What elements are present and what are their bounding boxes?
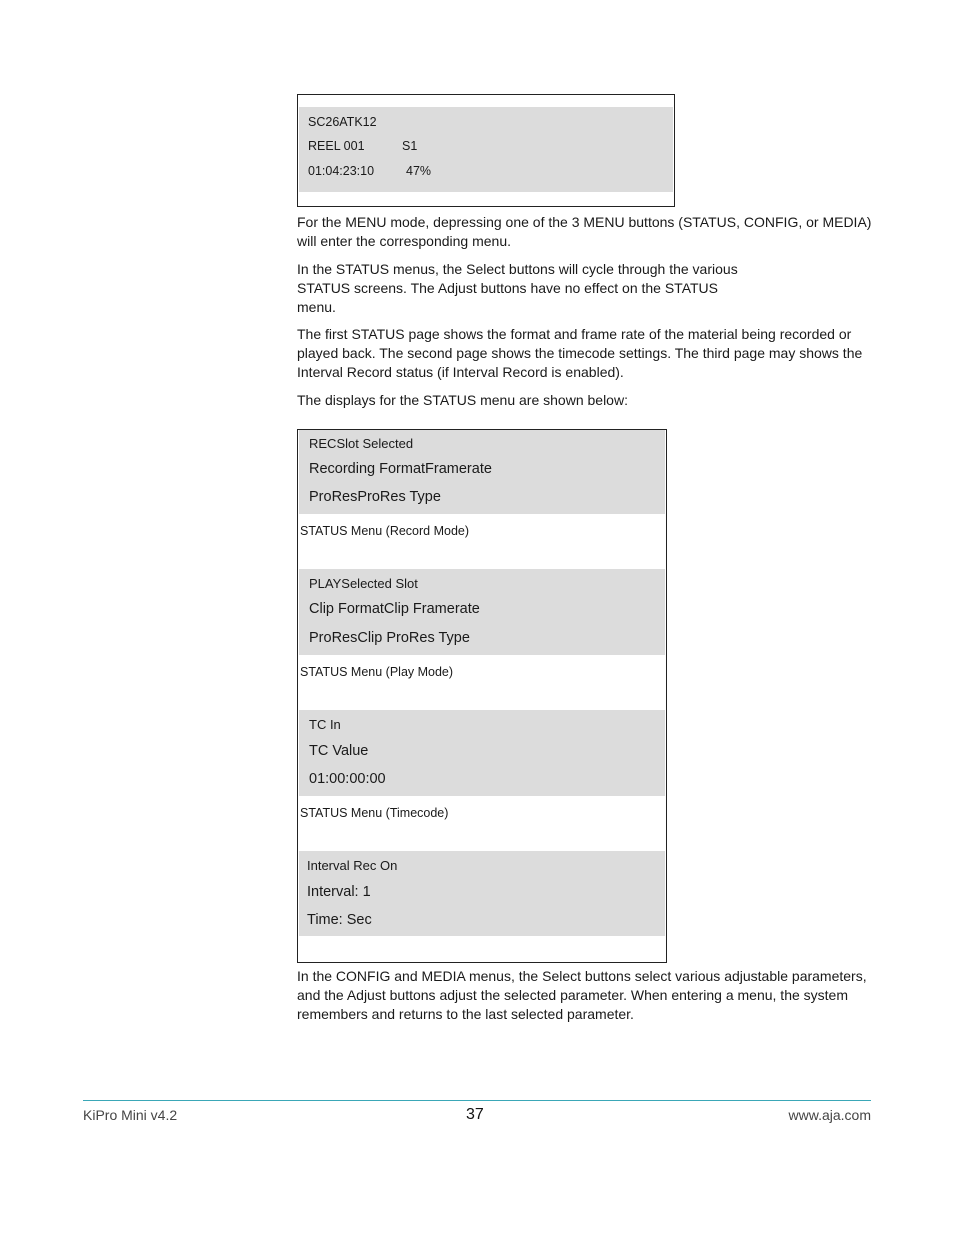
status-interval-line-2: Interval: 1 (307, 884, 371, 900)
caption-play-mode: STATUS Menu (Play Mode) (300, 665, 454, 679)
caption-record-mode: STATUS Menu (Record Mode) (300, 524, 470, 538)
footer-website-link[interactable]: www.aja.com (788, 1107, 871, 1123)
paragraph-status-menus (297, 260, 872, 317)
status-record-line-2: Recording FormatFramerate (309, 461, 492, 477)
paragraph-displays-intro: The displays for the STATUS menu are shown below: (297, 392, 628, 408)
status-play-line-3: ProResClip ProRes Type (309, 630, 470, 646)
status-timecode-line-1: TC In (309, 717, 341, 732)
status-display-timecode (299, 710, 665, 796)
lcd-display-example (297, 94, 675, 207)
status-display-record-mode (299, 430, 665, 514)
status-record-line-1: RECSlot Selected (309, 436, 414, 451)
paragraph-status-menus-line-2: STATUS screens. The Adjust buttons have no effect on the STATUS (297, 280, 718, 296)
status-record-line-3: ProResProRes Type (309, 489, 441, 505)
status-play-line-1: PLAYSelected Slot (309, 576, 418, 591)
status-interval-line-1: Interval Rec On (307, 858, 398, 873)
paragraph-first-status-page: The first STATUS page shows the format and frame rate of the material being recorded or played back. The second page shows the timecode settings. The third page may shows the Interval Record status (if Interval Record is enabled). (297, 326, 863, 380)
status-menu-displays (297, 429, 667, 963)
status-timecode-line-2: TC Value (309, 743, 369, 759)
page-number: 37 (466, 1106, 484, 1123)
paragraph-config-media-menus: In the CONFIG and MEDIA menus, the Select buttons select various adjustable parameters, and the Adjust buttons adjust the selected parameter. When entering a menu, the system remembers and returns to the last selected parameter. (297, 968, 867, 1022)
lcd-line-2-left: REEL 001 (308, 139, 365, 153)
lcd-line-2-right: S1 (402, 139, 418, 153)
lcd-line-3-left: 01:04:23:10 (308, 164, 375, 178)
status-display-interval-record (299, 851, 665, 936)
paragraph-menu-mode: For the MENU mode, depressing one of the 3 MENU buttons (STATUS, CONFIG, or MEDIA) will enter the corresponding menu. (297, 214, 872, 249)
paragraph-status-menus-line-3: menu. (297, 299, 336, 315)
lcd-line-3-right: 47% (406, 164, 432, 178)
lcd-screen (299, 107, 673, 192)
status-interval-line-3: Time: Sec (307, 912, 372, 928)
caption-timecode: STATUS Menu (Timecode) (300, 806, 449, 820)
footer-product-version: KiPro Mini v4.2 (83, 1107, 178, 1123)
status-play-line-2: Clip FormatClip Framerate (309, 601, 480, 617)
status-timecode-line-3: 01:00:00:00 (309, 771, 386, 787)
footer-divider (83, 1100, 871, 1101)
lcd-line-1: SC26ATK12 (308, 115, 377, 129)
status-display-play-mode (299, 569, 665, 655)
paragraph-status-menus-line-1: In the STATUS menus, the Select buttons will cycle through the various (297, 261, 738, 277)
